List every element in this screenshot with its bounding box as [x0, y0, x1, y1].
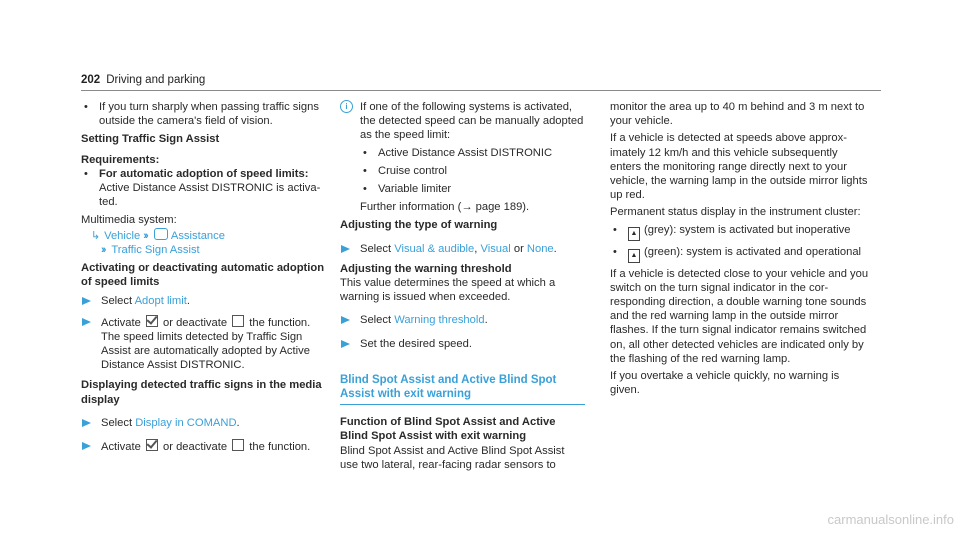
menu-path [81, 228, 326, 257]
column-1 [81, 100, 326, 460]
header-rule [81, 90, 881, 91]
visual-audible-link[interactable]: Visual & audible [394, 242, 475, 255]
column-3 [610, 100, 870, 397]
checked-box-icon [146, 439, 158, 451]
list-item: • For automatic adoption of speed limits: Active Distance Assist DISTRONIC is activated. [84, 167, 321, 209]
paragraph: If a vehicle is detected close to your vehicle and you switch on the turn signal indicator in the corresponding direction, a double warning tone sounds and the red warning lamp in the outside mirror flashes. If the turn signal indicator remains switched on, all other detected vehicles are indicated only by the flashing of the red warning lamp. [610, 267, 869, 365]
double-chevron-icon: ›› [101, 243, 105, 256]
step-item: Select Warning threshold. [340, 313, 585, 327]
paragraph: monitor the area up to 40 m behind and 3 m next to your vehicle. [610, 101, 865, 128]
blind-spot-icon: ▲ [628, 227, 640, 241]
menu-tsa-link[interactable]: Traffic Sign Assist [111, 243, 200, 256]
list-item: • Cruise control [363, 164, 448, 177]
empty-box-icon [232, 439, 244, 451]
heading-function: Function of Blind Spot Assist and Active Blind Spot Assist with exit warning [340, 416, 556, 443]
requirements-label: Requirements: [81, 153, 160, 166]
step-arrow-icon [341, 340, 350, 348]
info-icon: i [340, 100, 353, 113]
menu-assistance-link[interactable]: Assistance [170, 229, 225, 242]
heading-adjust-type: Adjusting the type of warning [340, 219, 498, 232]
double-chevron-icon: ›› [143, 229, 147, 242]
assistance-car-icon [154, 228, 168, 240]
list-item: • ▲ (grey): system is activated but inoperative [610, 223, 870, 241]
watermark: carmanualsonline.info [827, 511, 954, 527]
page-number: 202 [81, 74, 101, 86]
list-item: • ▲ (green): system is activated and operational [610, 245, 870, 263]
step-arrow-icon [341, 245, 350, 253]
blind-spot-icon: ▲ [628, 249, 640, 263]
warning-threshold-link[interactable]: Warning threshold [394, 314, 485, 327]
list-item: • Variable limiter [363, 183, 452, 196]
further-info: Further information (→ page 189). [360, 201, 530, 214]
paragraph: Permanent status display in the instrument cluster: [610, 206, 861, 219]
section-heading: Blind Spot Assist and Active Blind Spot Assist with exit warning [340, 373, 585, 405]
empty-box-icon [232, 315, 244, 327]
threshold-text: This value determines the speed at which a warning is issued when exceeded. [340, 277, 556, 304]
function-text: Blind Spot Assist and Active Blind Spot Assist use two lateral, rear-facing radar sensors to [340, 444, 565, 471]
heading-displaying: Displaying detected traffic signs in the media display [81, 379, 322, 406]
display-in-comand-link[interactable]: Display in COMAND [135, 416, 237, 429]
step-item: Activate or deactivate the function. [81, 439, 326, 454]
step-arrow-icon [82, 297, 91, 305]
visual-link[interactable]: Visual [480, 242, 511, 255]
checked-box-icon [146, 315, 158, 327]
step-item: Select Adopt limit. [81, 294, 326, 308]
paragraph: If you overtake a vehicle quickly, no warning is given. [610, 370, 840, 397]
step-arrow-icon [82, 318, 91, 326]
list-item: • If you turn sharply when passing traffic signs outside the camera's field of vision. [84, 101, 319, 128]
step-note: The speed limits detected by Traffic Sign Assist are automatically adopted by Active Distance Assist DISTRONIC. [101, 330, 310, 372]
step-item: Select Display in COMAND. [81, 416, 326, 430]
menu-vehicle-link[interactable]: Vehicle [104, 229, 141, 242]
page-header [81, 73, 205, 87]
return-arrow-icon: ↳ [91, 229, 101, 242]
none-link[interactable]: None [526, 242, 554, 255]
step-item: Select Visual & audible, Visual or None. [340, 242, 585, 256]
paragraph: If a vehicle is detected at speeds above approximately 12 km/h and this vehicle subsequently enters the monitoring range directly next to your vehicle, the warning lamp in the outside mirror lights up red. [610, 132, 868, 202]
step-item: Activate or deactivate the function. The speed limits detected by Traffic Sign Assist are automatically adopted by Active Distance Assist DISTRONIC. [81, 315, 326, 373]
multimedia-label: Multimedia system: [81, 214, 177, 227]
heading-threshold: Adjusting the warning threshold [340, 262, 512, 275]
step-arrow-icon [341, 316, 350, 324]
heading-activating: Activating or deactivating automatic adoption of speed limits [81, 262, 325, 289]
column-2 [340, 100, 585, 472]
step-arrow-icon [82, 442, 91, 450]
step-arrow-icon [82, 419, 91, 427]
section-title: Driving and parking [106, 74, 206, 86]
heading-setting: Setting Traffic Sign Assist [81, 133, 220, 146]
adopt-limit-link[interactable]: Adopt limit [134, 295, 187, 308]
list-item: • Active Distance Assist DISTRONIC [363, 146, 553, 159]
info-note: i If one of the following systems is activated, the detected speed can be manually adopted as the speed limit: • Active Distance Assist DISTRONIC • Cruise control • Variable limiter Further information (→ page 189). [340, 100, 585, 214]
step-item: Set the desired speed. [340, 337, 585, 351]
